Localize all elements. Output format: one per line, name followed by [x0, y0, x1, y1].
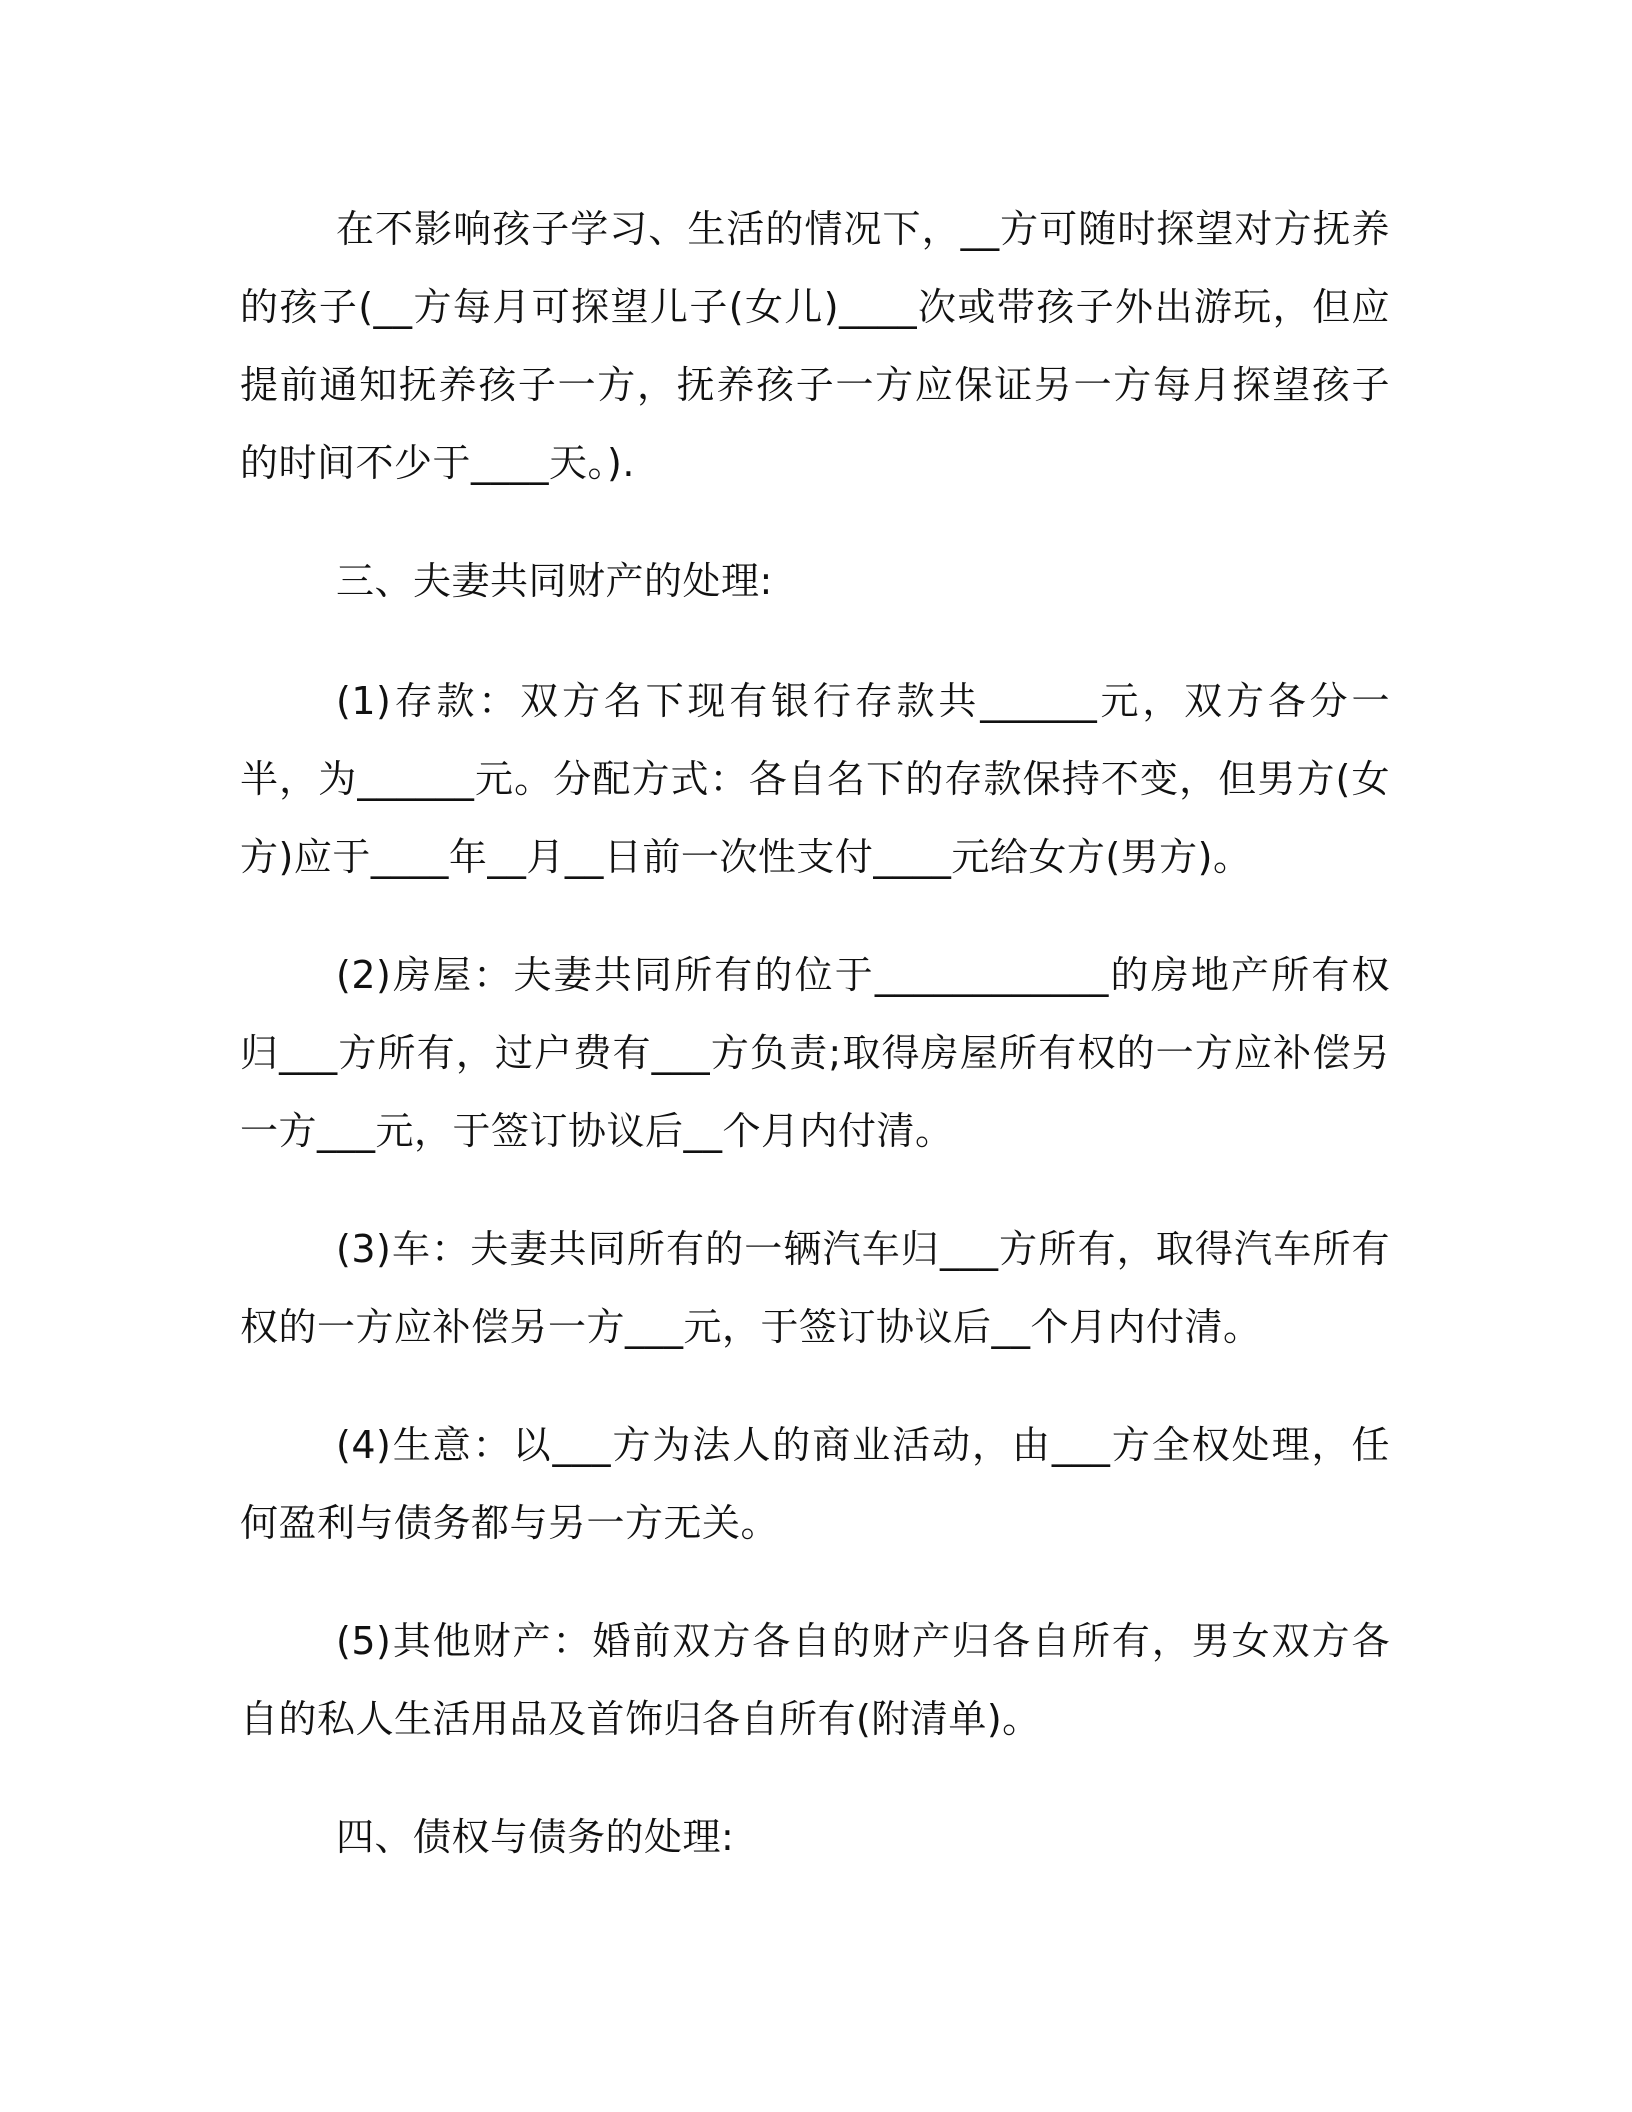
paragraph-visitation: 在不影响孩子学习、生活的情况下，__方可随时探望对方抚养的孩子(__方每月可探望儿子(女儿)____次或带孩子外出游玩，但应提前通知抚养孩子一方，抚养孩子一方应保证另一方每月探望孩子的时间不少于____天。). — [240, 207, 1390, 485]
paragraph-business: (4)生意：以___方为法人的商业活动，由___方全权处理，任何盈利与债务都与另一方无关。 — [240, 1423, 1390, 1545]
document-body — [240, 190, 1390, 1918]
section-heading-joint-property: 三、夫妻共同财产的处理: — [336, 559, 773, 603]
paragraph-other-property: (5)其他财产：婚前双方各自的财产归各自所有，男女双方各自的私人生活用品及首饰归各自所有(附清单)。 — [240, 1619, 1390, 1741]
paragraph-car: (3)车：夫妻共同所有的一辆汽车归___方所有，取得汽车所有权的一方应补偿另一方___元，于签订协议后__个月内付清。 — [240, 1227, 1390, 1349]
paragraph-house: (2)房屋：夫妻共同所有的位于____________的房地产所有权归___方所有，过户费有___方负责;取得房屋所有权的一方应补偿另一方___元，于签订协议后__个月内付清。 — [240, 953, 1390, 1153]
section-heading-debts: 四、债权与债务的处理: — [336, 1815, 735, 1859]
paragraph-savings: (1)存款：双方名下现有银行存款共______元，双方各分一半，为______元。分配方式：各自名下的存款保持不变，但男方(女方)应于____年__月__日前一次性支付____元给女方(男方)。 — [240, 679, 1390, 879]
